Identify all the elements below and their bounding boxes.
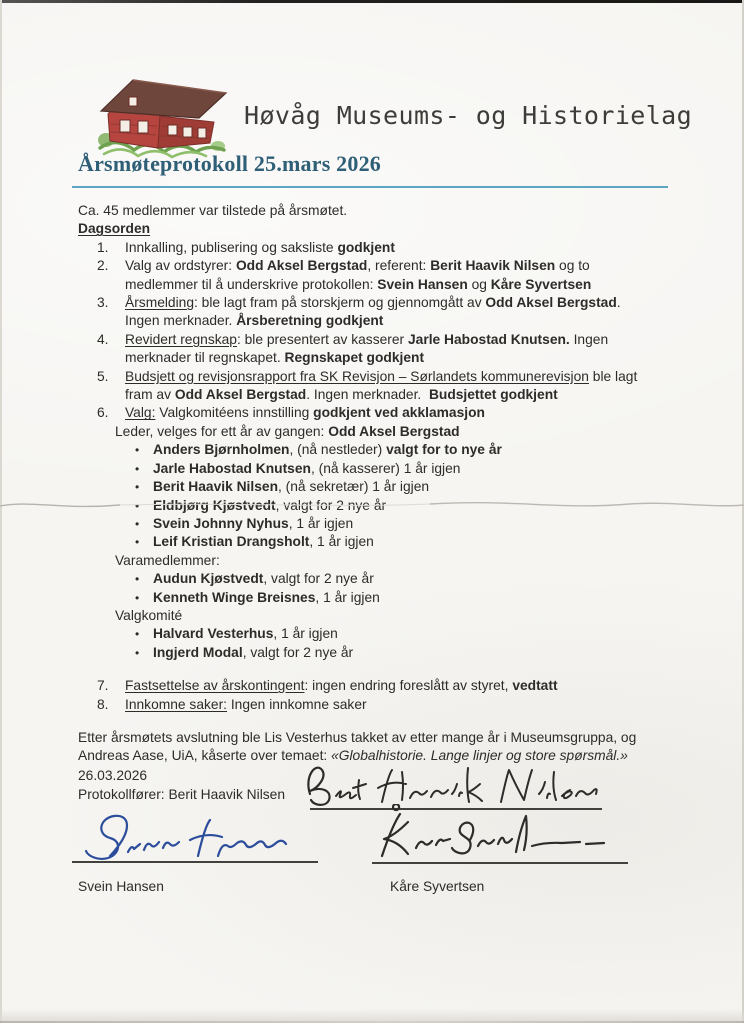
text-run: Regnskapet godkjent: [284, 350, 425, 366]
text-run: : ingen endring foreslått av styret,: [304, 678, 513, 694]
bullet-icon: •: [135, 516, 140, 531]
page-title: Årsmøteprotokoll 25.mars 2026: [78, 151, 381, 176]
text-run: , (nå kasserer) 1 år igjen: [310, 460, 461, 476]
text-run: godkjent: [337, 239, 395, 255]
text-run: Odd Aksel Bergstad: [328, 423, 460, 439]
text-run-group: [115, 607, 182, 625]
line-gap: [78, 662, 718, 677]
text-run: : ble presentert av kasserer: [236, 331, 408, 347]
bullet-item: [78, 460, 718, 478]
text-line: [78, 423, 718, 441]
text-run-group: [125, 276, 591, 294]
bullet-icon: •: [135, 535, 140, 550]
item-number: 6.: [97, 405, 109, 421]
text-run: vedtatt: [512, 678, 558, 694]
text-run-group: [115, 423, 460, 441]
item-number: 3.: [97, 295, 109, 311]
text-run-group: [125, 312, 383, 330]
line-gap: [78, 714, 718, 729]
bullet-icon: •: [135, 645, 140, 660]
text-run: Anders Bjørnholmen: [153, 442, 290, 458]
text-run: Svein Hansen: [377, 276, 468, 292]
title-underline-rule: [72, 186, 668, 188]
text-run: Jarle Habostad Knutsen.: [407, 331, 570, 347]
text-run-group: [125, 294, 621, 312]
text-run-group: [125, 696, 367, 714]
text-run-group: [153, 589, 380, 607]
bullet-item: [78, 441, 718, 459]
text-line: [78, 312, 718, 330]
text-run: , 1 år igjen: [309, 534, 374, 550]
text-run-group: [125, 677, 558, 695]
text-run: Jarle Habostad Knutsen: [153, 460, 311, 476]
signature-line-left: [72, 861, 318, 863]
text-line: [78, 220, 718, 238]
bullet-icon: •: [135, 461, 140, 476]
text-run: Budsjettet godkjent: [428, 387, 558, 403]
text-run: Odd Aksel Bergstad: [174, 387, 307, 403]
typed-name-svein-hansen: Svein Hansen: [78, 879, 164, 894]
text-run-group: [153, 625, 338, 643]
text-run: Fastsettelse av årskontingent: [125, 678, 305, 694]
text-run: Innkalling, publisering og saksliste: [125, 239, 338, 255]
bullet-icon: •: [135, 443, 140, 458]
text-run: Revidert regnskap: [125, 331, 237, 347]
text-line: [78, 349, 718, 367]
text-run: Berit Haavik Nilsen: [153, 479, 278, 495]
recorder-line: Protokollfører: Berit Haavik Nilsen: [78, 787, 286, 802]
agenda-item-7: [78, 677, 718, 695]
text-run-group: [115, 552, 220, 570]
text-line: [78, 386, 718, 404]
text-run: Audun Kjøstvedt: [153, 571, 264, 587]
text-line: [78, 607, 718, 625]
text-run-group: [153, 441, 502, 459]
bullet-item: [78, 570, 718, 588]
item-number: 8.: [97, 696, 109, 712]
text-run: Ca. 45 medlemmer var tilstede på årsmøtet.: [78, 203, 348, 218]
text-run: Ingen innkomne saker: [227, 696, 367, 712]
text-run: ble lagt: [588, 368, 638, 384]
text-run: Ingen: [569, 331, 609, 347]
bullet-item: [78, 625, 718, 643]
text-run: Etter årsmøtets avslutning ble Lis Vesterhus takket av etter mange år i Museumsgruppa, og: [78, 729, 637, 745]
text-run-group: [125, 368, 637, 386]
signature-line-right: [372, 862, 628, 864]
scan-shadow-bottom: [0, 1009, 744, 1021]
text-run: , (nå nestleder): [289, 442, 387, 458]
bullet-icon: •: [135, 627, 140, 642]
text-run: Kenneth Winge Breisnes: [153, 589, 316, 605]
text-run-group: [125, 386, 558, 404]
text-run: Odd Aksel Bergstad: [235, 258, 368, 274]
text-run: Valg av ordstyrer:: [125, 258, 236, 274]
scan-edge-top: [0, 0, 744, 3]
text-run: Valgkomitéens innstilling: [155, 405, 314, 421]
agenda-item-6: [78, 404, 718, 422]
text-run: Årsberetning godkjent: [236, 313, 384, 329]
signature-kare-syvertsen: [366, 804, 628, 864]
agenda-item-3: [78, 294, 718, 312]
text-run-group: [153, 515, 353, 533]
text-run: , 1 år igjen: [315, 589, 380, 605]
text-run: Årsmelding: [125, 295, 195, 311]
bullet-icon: •: [135, 590, 140, 605]
text-run: , valgt for 2 nye år: [242, 644, 354, 660]
text-run: «Globalhistorie. Lange linjer og store spørsmål.»: [331, 748, 628, 764]
bullet-icon: •: [135, 480, 140, 495]
text-run: Halvard Vesterhus: [153, 626, 274, 642]
text-run: godkjent ved akklamasjon: [313, 405, 485, 421]
text-run-group: [153, 644, 353, 662]
text-run-group: [78, 202, 347, 220]
bullet-item: [78, 533, 718, 551]
text-run: , valgt for 2 nye år: [263, 571, 374, 587]
text-run: Ingjerd Modal: [153, 644, 243, 660]
text-run: Eldbjørg Kjøstvedt: [153, 497, 276, 513]
text-run: Budsjett og revisjonsrapport fra SK Revisjon – Sørlandets kommunerevisjon: [125, 368, 589, 384]
text-run-group: [125, 331, 608, 349]
text-run-group: [78, 729, 636, 747]
agenda-item-8: [78, 696, 718, 714]
item-number: 4.: [97, 331, 109, 347]
text-run: Kåre Syvertsen: [490, 276, 592, 292]
agenda-item-1: [78, 239, 718, 257]
text-run-group: [153, 570, 374, 588]
text-run-group: [125, 404, 485, 422]
text-run-group: [78, 220, 150, 238]
text-run: .: [616, 295, 621, 311]
bullet-icon: •: [135, 498, 140, 513]
text-run: Ingen merknader.: [125, 313, 237, 329]
paper-fold-crease: [0, 495, 744, 517]
text-run-group: [153, 460, 460, 478]
text-run: Andreas Aase, UiA, kåserte over temaet:: [78, 748, 332, 764]
bullet-item: [78, 644, 718, 662]
text-run: Leif Kristian Drangsholt: [153, 534, 310, 550]
text-run: Leder, velges for ett år av gangen:: [115, 423, 329, 439]
text-run: fram av: [125, 387, 175, 403]
agenda-item-5: [78, 368, 718, 386]
protocol-date: 26.03.2026: [78, 768, 148, 783]
text-run: og to: [555, 258, 590, 274]
text-run: Dagsorden: [78, 221, 151, 237]
text-run: , 1 år igjen: [273, 626, 338, 642]
text-run: og: [467, 276, 491, 292]
text-run: Valgkomité: [115, 607, 183, 623]
agenda-item-4: [78, 331, 718, 349]
text-run: Valg:: [125, 405, 156, 421]
bullet-icon: •: [135, 572, 140, 587]
item-number: 2.: [97, 258, 109, 274]
text-line: [78, 729, 718, 747]
agenda-item-2: [78, 257, 718, 275]
text-run: , (nå sekretær) 1 år igjen: [278, 479, 430, 495]
item-number: 5.: [97, 368, 109, 384]
item-number: 7.: [97, 678, 109, 694]
text-run-group: [153, 478, 429, 496]
text-line: [78, 202, 718, 220]
text-run: Varamedlemmer:: [115, 552, 220, 568]
text-run: , referent:: [367, 258, 431, 274]
signature-svein-hansen: [76, 810, 316, 865]
text-run-group: [125, 239, 395, 257]
text-line: [78, 276, 718, 294]
organization-name: Høvåg Museums- og Historielag: [244, 101, 693, 130]
typed-name-kare-syvertsen: Kåre Syvertsen: [390, 879, 485, 894]
bullet-item: [78, 478, 718, 496]
text-run: , 1 år igjen: [288, 515, 354, 531]
text-run-group: [125, 257, 590, 275]
text-run: , valgt for 2 nye år: [275, 497, 387, 513]
text-run: . Ingen merknader.: [306, 387, 429, 403]
text-run: Berit Haavik Nilsen: [430, 258, 556, 274]
text-run: Odd Aksel Bergstad: [485, 295, 617, 311]
text-run-group: [153, 533, 374, 551]
bullet-item: [78, 589, 718, 607]
text-run: : ble lagt fram på storskjerm og gjennomgått av: [194, 295, 486, 311]
protocol-body: [78, 202, 718, 766]
text-run-group: [125, 349, 424, 367]
text-run: merknader til regnskapet.: [125, 350, 285, 366]
bullet-item: [78, 515, 718, 533]
text-run: Innkomne saker:: [125, 696, 227, 712]
item-number: 1.: [97, 239, 109, 255]
text-run: Svein Johnny Nyhus: [153, 515, 289, 531]
text-line: [78, 552, 718, 570]
text-run: valgt for to nye år: [386, 442, 502, 458]
text-run: medlemmer til å underskrive protokollen:: [125, 276, 378, 292]
